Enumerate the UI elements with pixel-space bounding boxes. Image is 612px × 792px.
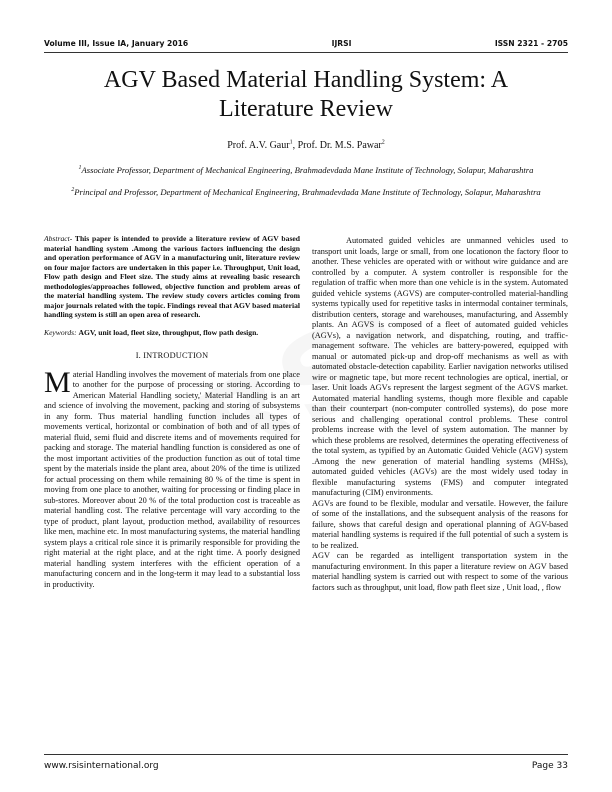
issn: ISSN 2321 - 2705: [494, 39, 568, 48]
volume-issue: Volume III, Issue IA, January 2016: [44, 39, 189, 48]
footer-url: www.rsisinternational.org: [44, 761, 159, 771]
author-line: [60, 140, 552, 151]
affiliation-1-sup: 1: [78, 165, 82, 172]
left-column: [44, 234, 300, 590]
affiliation-2: [58, 187, 554, 198]
affiliation-1-text: Associate Professor, Department of Mechanical Engineering, Brahmadevdada Mane Institute of Technology, Solapur, Maharashtra: [81, 165, 534, 175]
affiliation-1: [58, 165, 554, 176]
running-footer: [44, 761, 568, 771]
keywords-text: AGV, unit load, fleet size, throughput, flow path design.: [78, 327, 259, 337]
author-2: Prof. Dr. M.S. Pawar: [297, 140, 382, 151]
page-number: Page 33: [531, 761, 568, 771]
agv-paragraph-3: AGV can be regarded as intelligent transportation system in the manufacturing environment. In this paper a literature review on AGV based material handling system is carried out with respect to some of the various factors such as throughput, unit load, flow path fleet size , Unit load, , flow: [312, 551, 568, 592]
author-1-sup: 1: [289, 139, 293, 146]
header-rule: [44, 52, 568, 53]
abstract-text: This paper is intended to provide a literature review of AGV based material handling system .Among the various factors influencing the design and operation performance of AGV in a manufacturing unit, literature review on four major factors are undertaken in this paper i.e. Throughput, Unit load, Flow path design and Fleet size. The study aims at revealing basic research methodologies/approaches followed, objective function and problem areas of the material handling system. The review study covers articles coming from major journals related with the topic. Findings reveal that AGV based material handling system is still an open area of research.: [44, 234, 300, 319]
affiliation-2-sup: 2: [71, 187, 75, 194]
section-heading-introduction: I. INTRODUCTION: [135, 351, 209, 360]
paper-title: AGV Based Material Handling System: A Literature Review: [103, 67, 509, 122]
drop-cap: M: [44, 365, 71, 399]
keywords-label: Keywords:: [44, 327, 79, 337]
intro-paragraph-text: aterial Handling involves the movement of materials from one place to another for the purpose of processing or storing. According to American Material Handling society,' Material Handling is an art and science of involving the movement, packing and storing of subsystems in any form. Thus material handling function includes all types of movements vertical, horizontal or combination of both and of all types of material fluid, semi fluid and discrete items and of movements required for packing and storage. The material handling function is considered as one of the most important activities of the production function as out of total time spent by the materials inside the plant area, about 20% of the time is utilized for actual processing on them while remaining 80 % of the time is spent in moving from one place to another, waiting for processing or finding place in sub-stores. Moreover about 20 % of the total production cost is traceable as material handling cost. The relative percentage will vary according to the type of product, plant layout, production method, availability of resources like men, machine etc. In most manufacturing systems, the material handling system plays a critical role since it is primarily responsible for providing the right material at the right place, and at the right time. A poorly designed material handling system interferes with the efficient operation of a manufacturing concern and in the long-term it may lead to a substantial loss in productivity.: [44, 369, 300, 589]
footer-rule: [44, 754, 568, 755]
abstract-lead: Abstract-: [44, 234, 73, 243]
abstract: [44, 234, 300, 320]
running-header: [44, 39, 568, 48]
agv-paragraph-2: AGVs are found to be flexible, modular and versatile. However, the failure of some of the installations, and the subsequent analysis of the reasons for failure, shows that careful design and operational planning of AGV-based material handling systems is required if the full potential of such a system is to be realized.: [312, 498, 568, 550]
keywords: [44, 328, 300, 338]
intro-paragraph: [44, 365, 300, 591]
author-separator: ,: [292, 140, 298, 151]
agv-paragraph-1: Automated guided vehicles are unmanned vehicles used to transport unit loads, large or small, from one locationon the factory floor to another. These vehicles are operated with or without wire guidance and are controlled by a computer. A system controller is responsible for the regulation of traffic when more than one vehicle is in the system. Automated guided vehicle systems (AGVS) are computer-controlled material-handling systems typically used for repetitive tasks in intermodal container terminals, distribution centers, storage and warehouses, manufacturing, and Assembly plants. An AGVS is composed of a fleet of automated guided vehicles (AGVs), a navigation network, and dispatching, routing, and traffic-management software. The vehicles are battery-powered, equipped with manual or automated pick-up and drop-off mechanisms as well as with automated obstacle-detection capability. Earlier navigation networks utilised wire or magnetic tape, but more recent technologies are optical, inertial, or laser. Unit loads AGVs represent the largest segment of the AGVS market. Automated material handling systems, though more flexible and capable than their counterpart (non-computer controlled systems), do pose more serious and challenging operational control problems. These control problems increase with the level of system automation. The manner by which these problems are resolved, determines the operating effectiveness of the total system, as typified by an Automatic Guided Vehicle (AGV) system .Among the new generation of material handling systems (MHSs), automated guided vehicles (AGVs) are the most widely used today in flexible manufacturing systems (FMS) and computer integrated manufacturing (CIM) environments.: [312, 236, 568, 497]
right-column: [312, 236, 568, 593]
author-2-sup: 2: [381, 139, 385, 146]
journal-name: IJRSI: [331, 39, 352, 48]
affiliation-2-text: Principal and Professor, Department of Mechanical Engineering, Brahmadevdada Mane Institute of Technology, Solapur, Maharashtra: [74, 187, 541, 197]
author-1: Prof. A.V. Gaur: [227, 140, 290, 151]
